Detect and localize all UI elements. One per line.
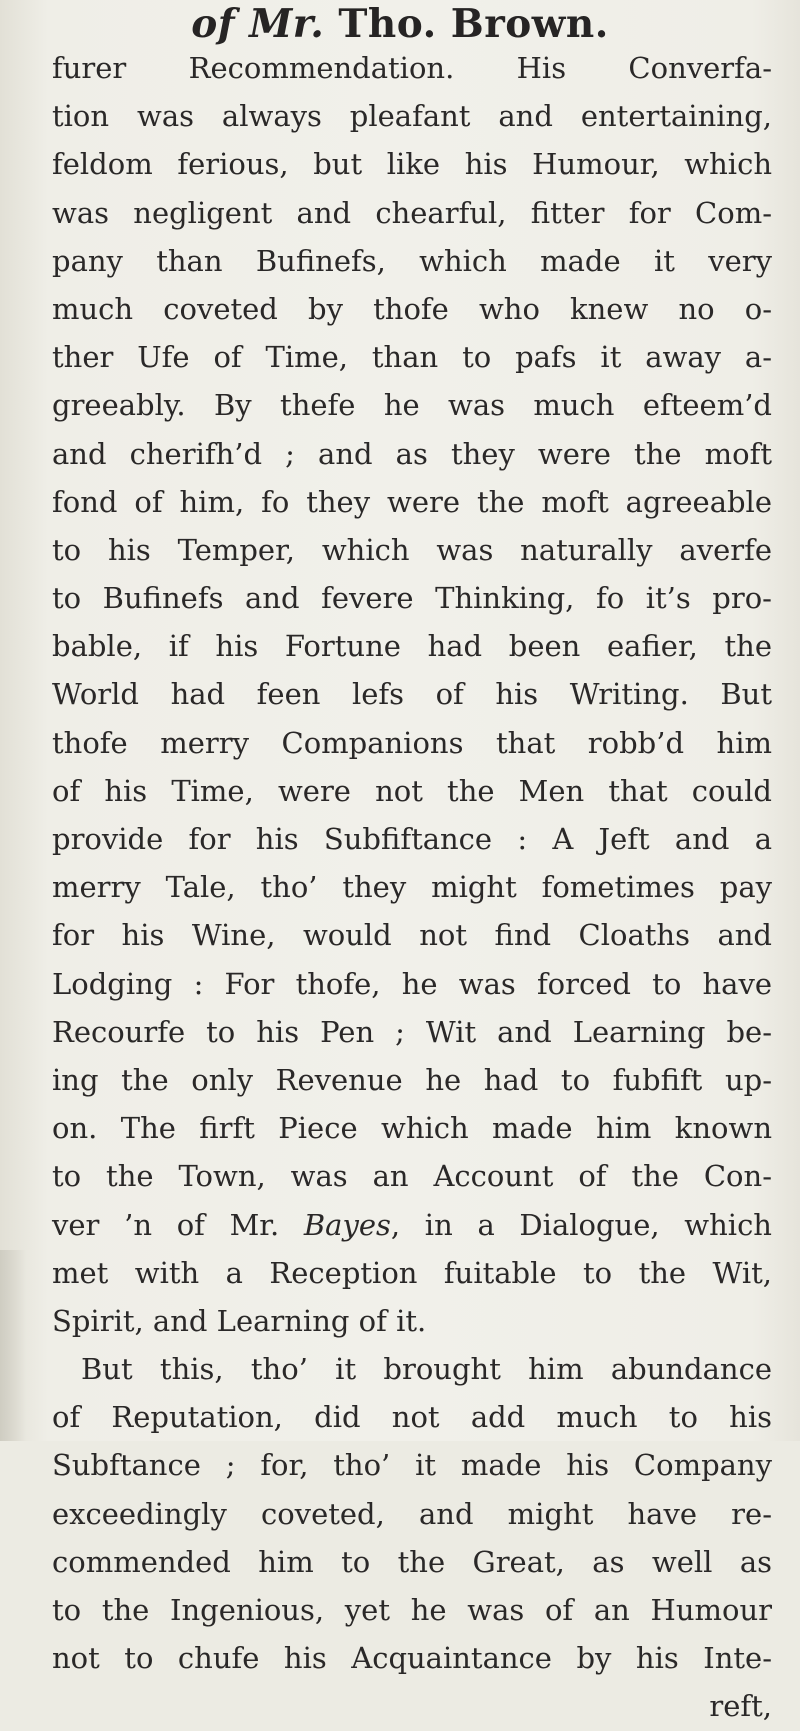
- body-text: [52, 44, 772, 1731]
- text-line: to Bufinefs and fevere Thinking, fo it’s pro-: [52, 581, 772, 616]
- running-head-prefix: of Mr.: [191, 1, 325, 47]
- page-edge-shadow: [0, 1250, 26, 1441]
- text-line: for his Wine, would not find Cloaths and: [52, 918, 772, 953]
- text-line: tion was always pleafant and entertaining,: [52, 99, 772, 134]
- text-line: provide for his Subfiftance : A Jeft and a: [52, 822, 772, 856]
- text-line: not to chufe his Acquaintance by his Inte-: [52, 1641, 772, 1676]
- italic-name: Bayes: [303, 1207, 391, 1242]
- text-line: thofe merry Companions that robb’d him: [52, 725, 772, 760]
- catchword: reft,: [709, 1689, 772, 1724]
- text-line: ing the only Revenue he had to fubfift up-: [52, 1062, 772, 1097]
- text-line: exceedingly coveted, and might have re-: [52, 1496, 772, 1531]
- text-line: was negligent and chearful, fitter for Com-: [52, 195, 772, 230]
- text-line: World had feen lefs of his Writing. But: [52, 677, 772, 712]
- text-line: ther Ufe of Time, than to pafs it away a-: [52, 340, 772, 375]
- text-line: met with a Reception fuitable to the Wit,: [52, 1255, 772, 1290]
- text-line: to the Ingenious, yet he was of an Humour: [52, 1593, 772, 1627]
- text-line: bable, if his Fortune had been eafier, the: [52, 629, 772, 664]
- paragraph-start-line: But this, tho’ it brought him abundance: [81, 1352, 772, 1387]
- text-line: much coveted by thofe who knew no o-: [52, 291, 772, 326]
- text-line: Lodging : For thofe, he was forced to have: [52, 966, 772, 1001]
- text-line: fond of him, fo they were the moft agreeable: [52, 484, 772, 519]
- text-line: of his Time, were not the Men that could: [52, 773, 772, 808]
- text-line: merry Tale, tho’ they might fometimes pay: [52, 870, 772, 905]
- text-line: Subftance ; for, tho’ it made his Company: [52, 1448, 772, 1483]
- text-line: feldom ferious, but like his Humour, which: [52, 147, 772, 182]
- text-line: to the Town, was an Account of the Con-: [52, 1159, 772, 1194]
- text-line: and cherifh’d ; and as they were the moft: [52, 436, 772, 471]
- text-line: Recourfe to his Pen ; Wit and Learning be-: [52, 1014, 772, 1049]
- text-line: to his Temper, which was naturally averfe: [52, 532, 772, 567]
- running-head: [0, 2, 800, 46]
- text-line: commended him to the Great, as well as: [52, 1544, 772, 1579]
- paragraph-end-line: Spirit, and Learning of it.: [52, 1303, 427, 1338]
- text-line: of Reputation, did not add much to his: [52, 1400, 772, 1435]
- text-line: pany than Bufinefs, which made it very: [52, 243, 772, 278]
- running-head-name: Tho. Brown.: [338, 1, 609, 47]
- text-line: furer Recommendation. His Converfa-: [52, 51, 772, 85]
- text-line: greeably. By thefe he was much efteem’d: [52, 388, 772, 423]
- text-line: on. The firft Piece which made him known: [52, 1111, 772, 1146]
- text-line: ver ’n of Mr. Bayes, in a Dialogue, which: [52, 1207, 772, 1242]
